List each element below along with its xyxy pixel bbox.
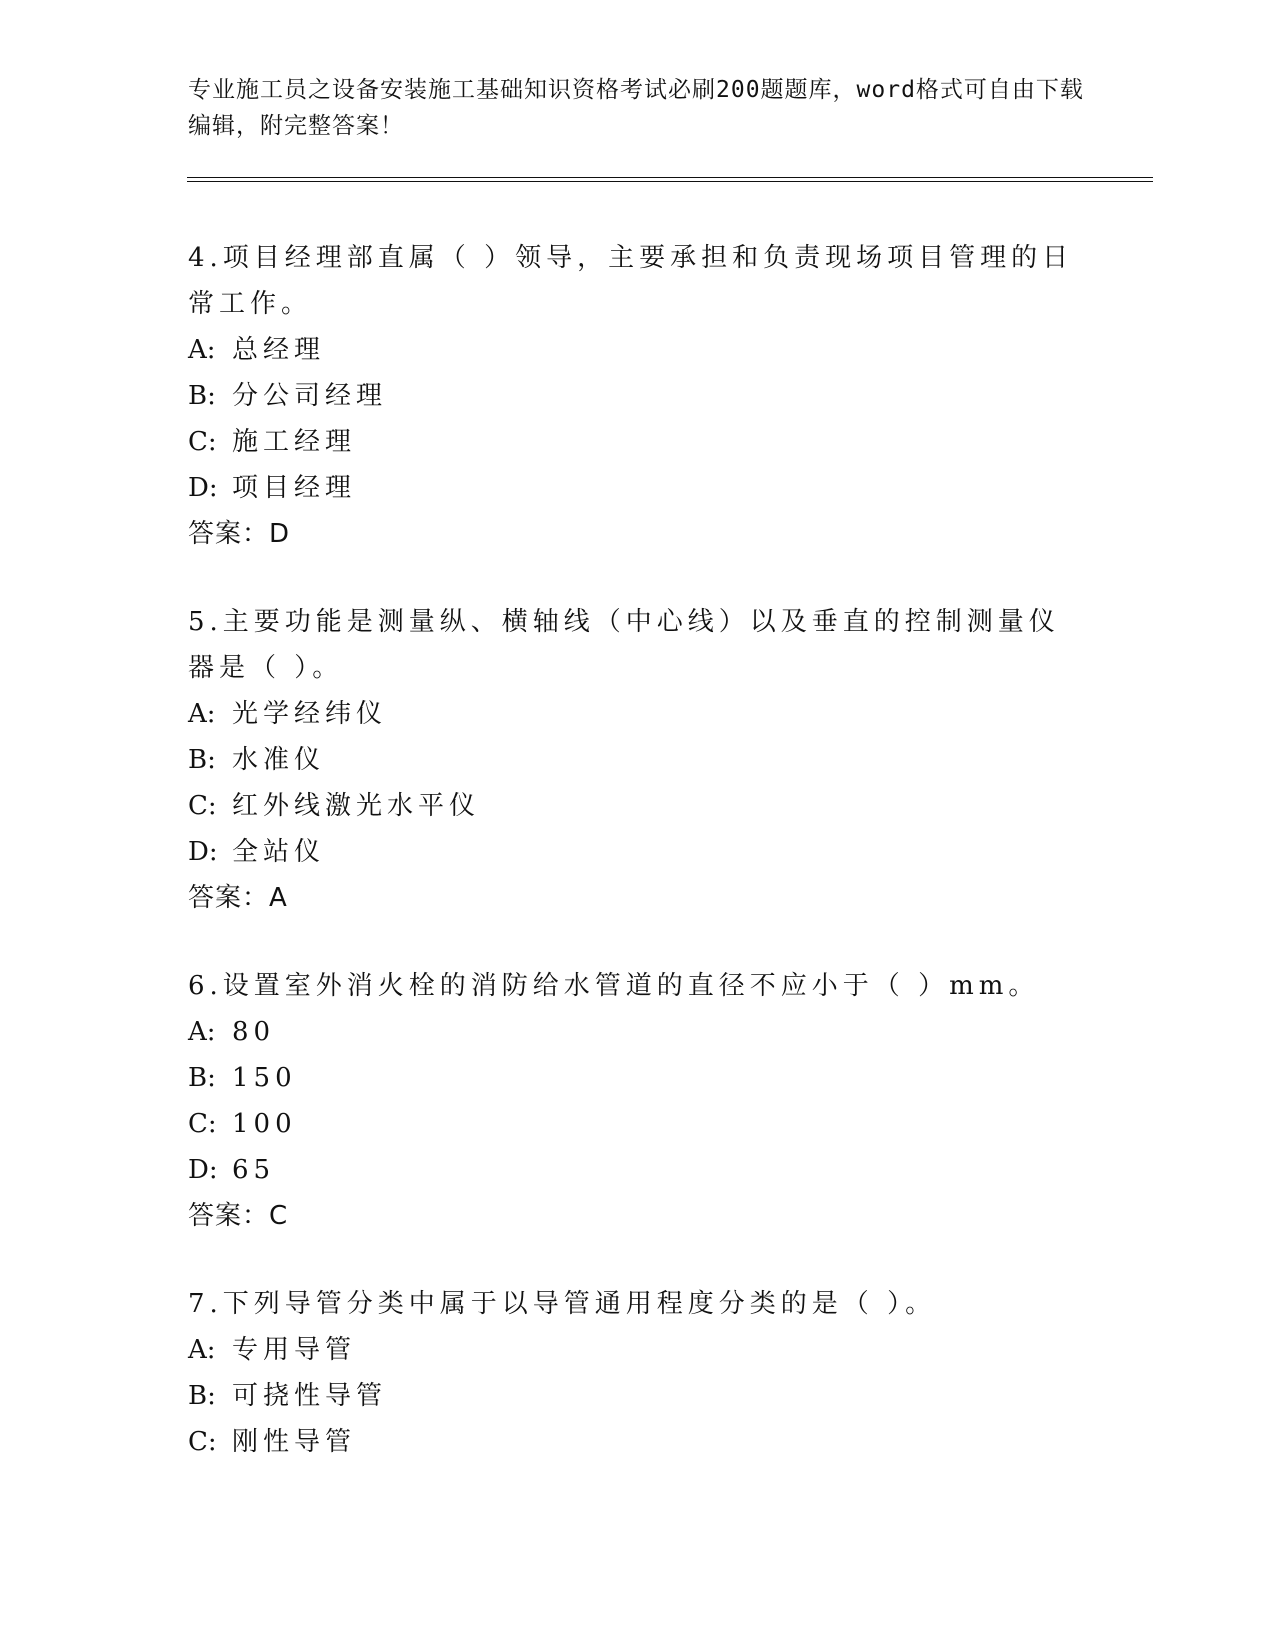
option-b [188,737,1088,783]
option-text: 刚性导管 [232,1427,357,1457]
option-text: 水准仪 [232,745,326,775]
option-key: A: [188,1017,216,1047]
option-key: A: [188,699,216,729]
option-key: B: [188,381,216,411]
header-divider-bottom [187,181,1153,182]
option-a [188,327,1088,373]
answer-line: 答案：A [188,883,288,913]
option-c [188,1419,1088,1465]
header-divider-top [187,177,1153,178]
question-list [188,235,1088,1507]
option-key: B: [188,745,216,775]
option-key: C: [188,1109,217,1139]
option-key: B: [188,1381,216,1411]
option-d [188,1147,1088,1193]
answer-line: 答案：D [188,519,291,549]
option-text: 150 [232,1063,297,1093]
option-text: 光学经纬仪 [232,699,388,729]
option-text: 专用导管 [232,1335,357,1365]
option-key: C: [188,791,217,821]
option-key: D: [188,473,218,503]
option-key: C: [188,1427,217,1457]
question-stem: 5.主要功能是测量纵、横轴线（中心线）以及垂直的控制测量仪器是（ ）。 [188,607,1060,683]
option-text: 红外线激光水平仪 [232,791,481,821]
option-text: 65 [232,1155,276,1185]
question-stem: 7.下列导管分类中属于以导管通用程度分类的是（ ）。 [188,1289,937,1319]
option-c [188,1101,1088,1147]
option-c [188,783,1088,829]
option-key: B: [188,1063,216,1093]
option-text: 全站仪 [232,837,326,867]
question-4 [188,235,1088,557]
option-c [188,419,1088,465]
option-key: A: [188,1335,216,1365]
option-b [188,373,1088,419]
option-text: 可挠性导管 [232,1381,388,1411]
option-text: 施工经理 [232,427,357,457]
question-6 [188,963,1088,1239]
document-header: 专业施工员之设备安装施工基础知识资格考试必刷200题题库，word格式可自由下载编辑，附完整答案！ [188,77,1084,139]
option-text: 总经理 [232,335,326,365]
option-d [188,465,1088,511]
option-text: 项目经理 [232,473,357,503]
question-stem: 6.设置室外消火栓的消防给水管道的直径不应小于（ ）mm。 [188,971,1040,1001]
option-b [188,1055,1088,1101]
question-5 [188,599,1088,921]
option-key: A: [188,335,216,365]
option-key: D: [188,1155,218,1185]
question-7 [188,1281,1088,1465]
option-b [188,1373,1088,1419]
option-a [188,1009,1088,1055]
option-text: 80 [232,1017,276,1047]
option-key: D: [188,837,218,867]
option-text: 100 [232,1109,297,1139]
option-a [188,1327,1088,1373]
option-key: C: [188,427,217,457]
option-d [188,829,1088,875]
answer-line: 答案：C [188,1201,289,1231]
option-a [188,691,1088,737]
option-text: 分公司经理 [232,381,388,411]
question-stem: 4.项目经理部直属（ ）领导，主要承担和负责现场项目管理的日常工作。 [188,243,1074,319]
